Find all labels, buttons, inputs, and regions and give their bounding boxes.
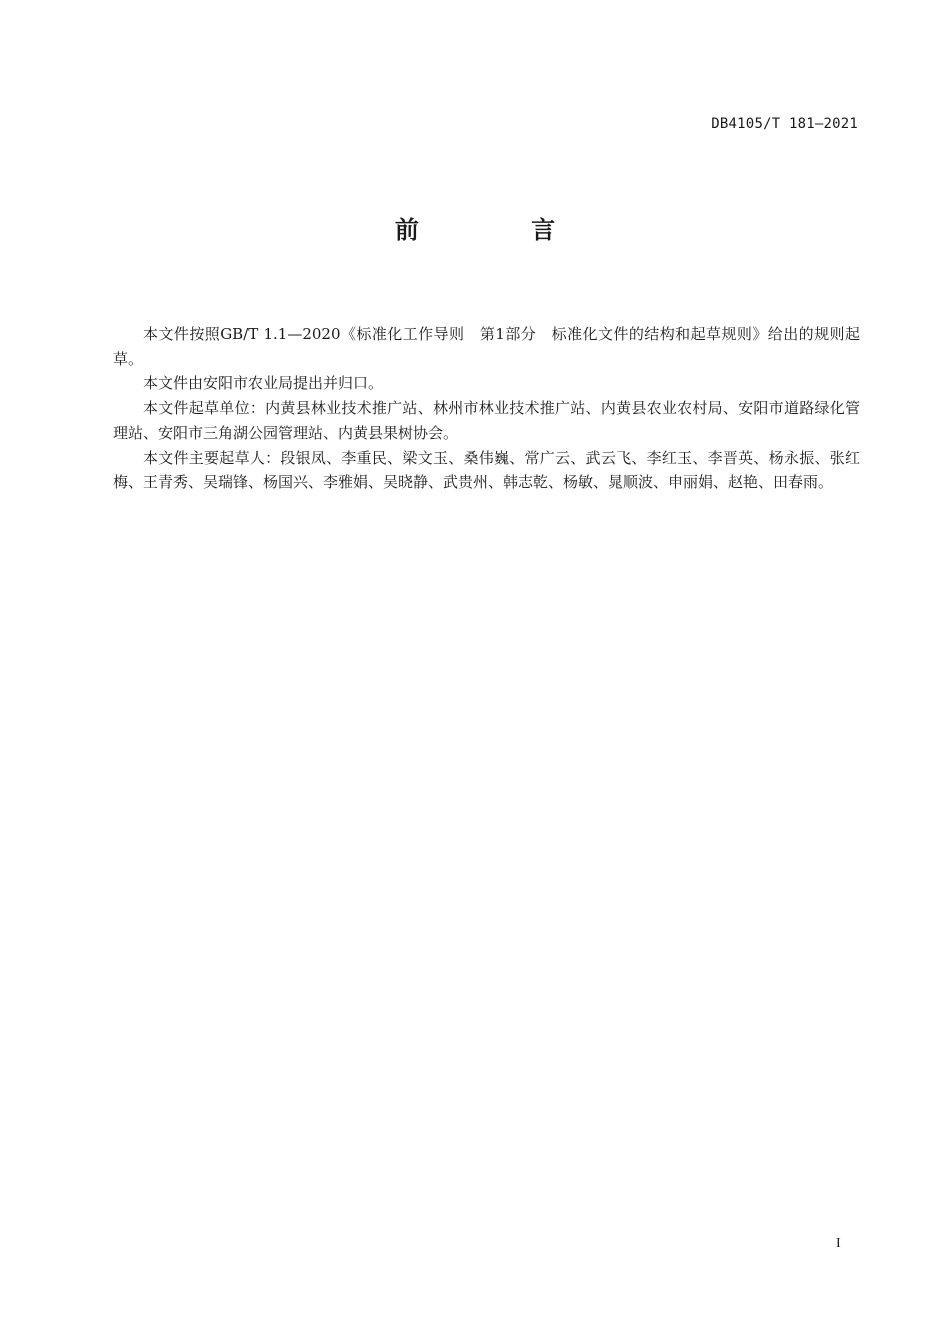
preface-body xyxy=(113,322,860,495)
page-number: I xyxy=(836,1236,841,1251)
paragraph-proposer: 本文件由安阳市农业局提出并归口。 xyxy=(143,374,384,393)
document-code: DB4105/T 181—2021 xyxy=(711,116,858,132)
paragraph-drafting-rules: 本文件按照GB/T 1.1—2020《标准化工作导则 第1部分 标准化文件的结构和起草规则》给出的规则起草。 xyxy=(113,325,860,368)
paragraph-drafters: 本文件主要起草人：段银凤、李重民、梁文玉、桑伟巍、常广云、武云飞、李红玉、李晋英、杨永振、张红梅、王青秀、吴瑞锋、杨国兴、李雅娟、吴晓静、武贵州、韩志乾、杨敏、晁顺波、申丽娟、赵艳、田春雨。 xyxy=(113,448,860,492)
paragraph-drafting-units: 本文件起草单位：内黄县林业技术推广站、林州市林业技术推广站、内黄县农业农村局、安阳市道路绿化管理站、安阳市三角湖公园管理站、内黄县果树协会。 xyxy=(113,399,860,442)
page-title: 前 言 xyxy=(394,216,608,244)
